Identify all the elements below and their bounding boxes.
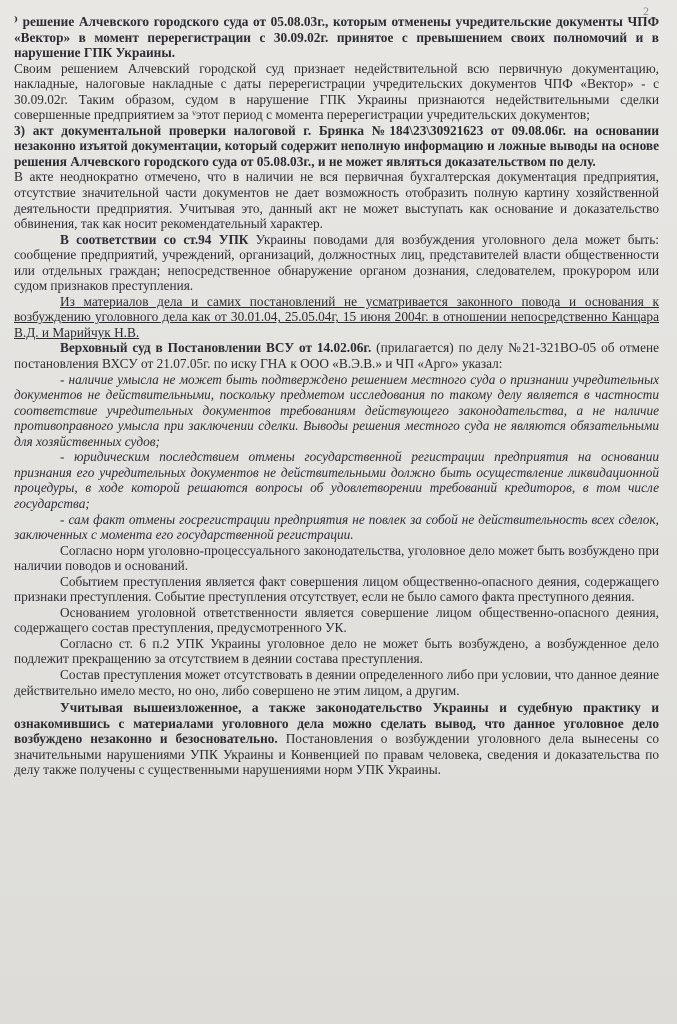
document-body (14, 14, 659, 778)
paragraph-conclusion (14, 700, 659, 778)
paragraph-supreme-court (14, 340, 659, 371)
paragraph-crime-event: Событием преступления является факт совершения лицом общественно-опасного деяния, содержащего признаки преступления. Событие преступления отсутствует, если не было самого факта преступного деяния. (14, 573, 659, 605)
paragraph-criminal-procedure: Согласно норм уголовно-процессуального законодательства, уголовное дело может быть возбуждено при наличии поводов и оснований. (14, 542, 659, 574)
paragraph-article-94 (14, 232, 659, 294)
paragraph-audit-findings: В акте неоднократно отмечено, что в наличии не вся первичная бухгалтерская документация предприятия, отсутствие значительной части документов не дает возможность отобразить полную картину хозяйственной деятельности предприятия. Учитывая это, данный акт не может выступать как основание и доказательство обвинения, так как носит рекомендательный характер. (14, 169, 659, 232)
conclusion-lead: Учитывая вышеизложенное, а также законодательство Украины и судебную практику и ознакомившись с материалами уголовного дела можно сделать вывод, что данное уголовное дело возбуждено незаконно и безосновательно. (14, 700, 659, 747)
paragraph-crime-composition: Состав преступления может отсутствовать в деянии определенного либо при условии, что данное деяние действительно имело место, но оно, либо совершено не этим лицом, а другим. (14, 666, 659, 698)
paragraph-article-6: Согласно ст. 6 п.2 УПК Украины уголовное дело не может быть возбуждено, а возбужденное дело подлежит прекращению за отсутствием в деянии состава преступления. (14, 635, 659, 667)
quote-registration-cancel: - юридическим последствием отмены государственной регистрации предприятия на основании признания его учредительных документов не действительными должно быть осуществление ликвидационной процедуры, в ходе которой решаются вопросы об удовлетворении требований кредиторов, в том числе государства; (14, 449, 659, 511)
page-number: 2 (643, 4, 649, 18)
quote-transactions-validity: - сам факт отмены госрегистрации предприятия не повлек за собой не действительность всех сделок, заключенных с момента его государственной регистрации. (14, 511, 659, 543)
paragraph-court-decision: ⁾ решение Алчевского городского суда от 05.08.03г., которым отменены учредительские документы ЧПФ «Вектор» в момент перерегистрации с 30.09.02г. принятое с превышением своих полномочий и в нарушение ГПК Украины. (14, 14, 659, 61)
paragraph-tax-audit-act: 3) акт документальной проверки налоговой г. Брянка №184\23\30921623 от 09.08.06г. на основании незаконно изъятой документации, который содержит неполную информацию и ложные выводы на основе решения Алчевского городского суда от 05.08.03г., и не может являться доказательством по делу. (14, 122, 659, 169)
article-94-text: Украины поводами для возбуждения уголовного дела может быть: сообщение предприятий, учреждений, организаций, должностных лиц, представителей власти общественности или отдельных граждан; непосредственное обнаружение органом дознания, следователем, прокурором или судом признаков преступления. (14, 231, 659, 294)
paragraph-liability-basis: Основанием уголовной ответственности является совершение лицом общественно-опасного деяния, содержащего состав преступления, предусмотренного УК. (14, 604, 659, 636)
article-94-lead: В соответствии со ст.94 УПК (60, 231, 249, 247)
paragraph-no-legal-grounds: Из материалов дела и самих постановлений не усматривается законного повода и основания к возбуждению уголовного дела как от 30.01.04, 25.05.04г, 15 июня 2004г. в отношении непосредственно Канцара В.Д. и Марийчук Н.В. (14, 293, 659, 340)
paragraph-court-ruling-effect: Своим решением Алчевский городской суд признает недействительной всю первичную документацию, накладные, налоговые накладные с даты перерегистрации учредительских документов ЧПФ «Вектор» - с 30.09.02г. Таким образом, судом в нарушение ГПК Украины признаются недействительными сделки совершенные предприятием за ᵛэтот период с момента перерегистрации учредительских документов; (14, 60, 659, 123)
supreme-court-lead: Верховный суд в Постановлении ВСУ от 14.02.06г. (60, 340, 372, 356)
conclusion-text: Постановления о возбуждении уголовного дела вынесены со значительными нарушениями УПК Украины и Конвенцией по правам человека, сведения и доказательства по делу также получены с существенными нарушениями норм УПК Украины. (14, 731, 659, 778)
supreme-court-text: (прилагается) по делу №21-321ВО-05 об отмене постановления ВХСУ от 21.07.05г. по иску ГНА к ООО «В.Э.В.» и ЧП «Арго» указал: (14, 340, 659, 372)
quote-intent: - наличие умысла не может быть подтверждено решением местного суда о признании учредительных документов не действительными, поскольку предметом исследования по такому делу является в частности соответствие учредительных документов требованиям действующего законодательства, а не наличие противоправного умысла при заключении сделки. Выводы решения местного суда не являются обязательными для хозяйственных судов; (14, 371, 659, 449)
